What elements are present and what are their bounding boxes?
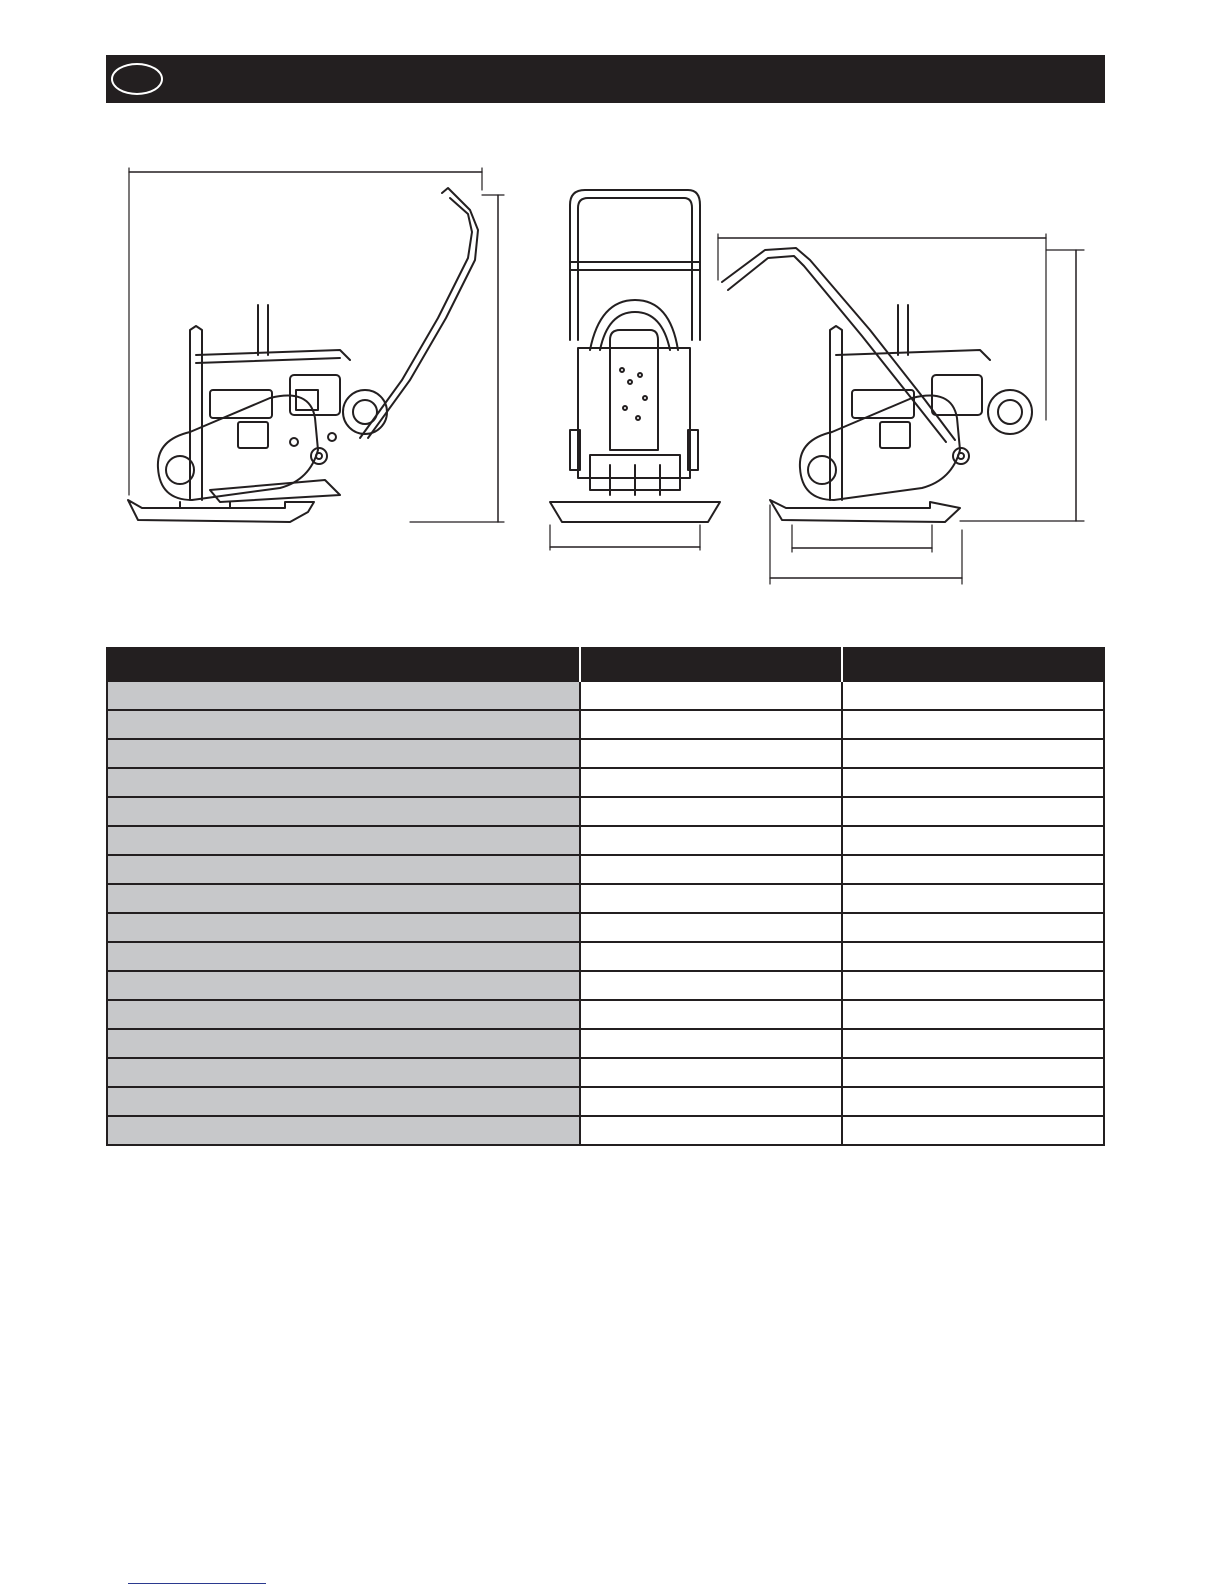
row-value-1 (580, 768, 842, 797)
row-value-1 (580, 681, 842, 710)
column-header-description (107, 648, 580, 681)
table-row (107, 797, 1104, 826)
row-value-1 (580, 942, 842, 971)
row-value-2 (842, 855, 1104, 884)
row-value-2 (842, 797, 1104, 826)
row-value-1 (580, 797, 842, 826)
row-value-2 (842, 913, 1104, 942)
row-value-1 (580, 855, 842, 884)
row-value-2 (842, 1058, 1104, 1087)
table-row (107, 1000, 1104, 1029)
row-label (107, 913, 580, 942)
table-row (107, 971, 1104, 1000)
table-row (107, 768, 1104, 797)
row-value-1 (580, 884, 842, 913)
row-value-1 (580, 971, 842, 1000)
front-view-drawing (550, 190, 720, 550)
row-value-1 (580, 1087, 842, 1116)
table-row (107, 942, 1104, 971)
row-value-1 (580, 913, 842, 942)
row-label (107, 1029, 580, 1058)
row-value-2 (842, 710, 1104, 739)
specifications-table (106, 647, 1105, 1146)
row-label (107, 797, 580, 826)
language-badge (111, 63, 163, 95)
row-value-1 (580, 1058, 842, 1087)
table-row (107, 884, 1104, 913)
row-value-2 (842, 826, 1104, 855)
dimension-drawings (110, 150, 1100, 600)
table-row (107, 1029, 1104, 1058)
row-value-2 (842, 942, 1104, 971)
row-value-1 (580, 1116, 842, 1145)
side-view-drawing (128, 168, 504, 522)
table-row (107, 681, 1104, 710)
table-row (107, 855, 1104, 884)
column-header-model-2 (842, 648, 1104, 681)
row-label (107, 1087, 580, 1116)
row-label (107, 681, 580, 710)
row-value-1 (580, 1029, 842, 1058)
row-value-1 (580, 710, 842, 739)
table-row (107, 913, 1104, 942)
row-value-2 (842, 1029, 1104, 1058)
row-label (107, 1058, 580, 1087)
row-value-1 (580, 739, 842, 768)
row-value-2 (842, 739, 1104, 768)
row-label (107, 739, 580, 768)
table-row (107, 739, 1104, 768)
row-value-2 (842, 681, 1104, 710)
column-header-model-1 (580, 648, 842, 681)
row-value-2 (842, 884, 1104, 913)
table-row (107, 826, 1104, 855)
row-value-2 (842, 1116, 1104, 1145)
section-header-bar (106, 55, 1105, 103)
side-view-rear-drawing (718, 234, 1084, 584)
row-label (107, 768, 580, 797)
row-label (107, 855, 580, 884)
row-label (107, 1000, 580, 1029)
row-value-2 (842, 768, 1104, 797)
row-label (107, 826, 580, 855)
row-value-2 (842, 1000, 1104, 1029)
row-label (107, 884, 580, 913)
row-value-2 (842, 971, 1104, 1000)
table-row (107, 1087, 1104, 1116)
row-value-1 (580, 826, 842, 855)
row-value-1 (580, 1000, 842, 1029)
row-label (107, 971, 580, 1000)
table-row (107, 710, 1104, 739)
table-row (107, 1116, 1104, 1145)
row-label (107, 1116, 580, 1145)
footer-link-underline (128, 1583, 266, 1584)
table-header-row (107, 648, 1104, 681)
row-value-2 (842, 1087, 1104, 1116)
table-row (107, 1058, 1104, 1087)
row-label (107, 942, 580, 971)
row-label (107, 710, 580, 739)
